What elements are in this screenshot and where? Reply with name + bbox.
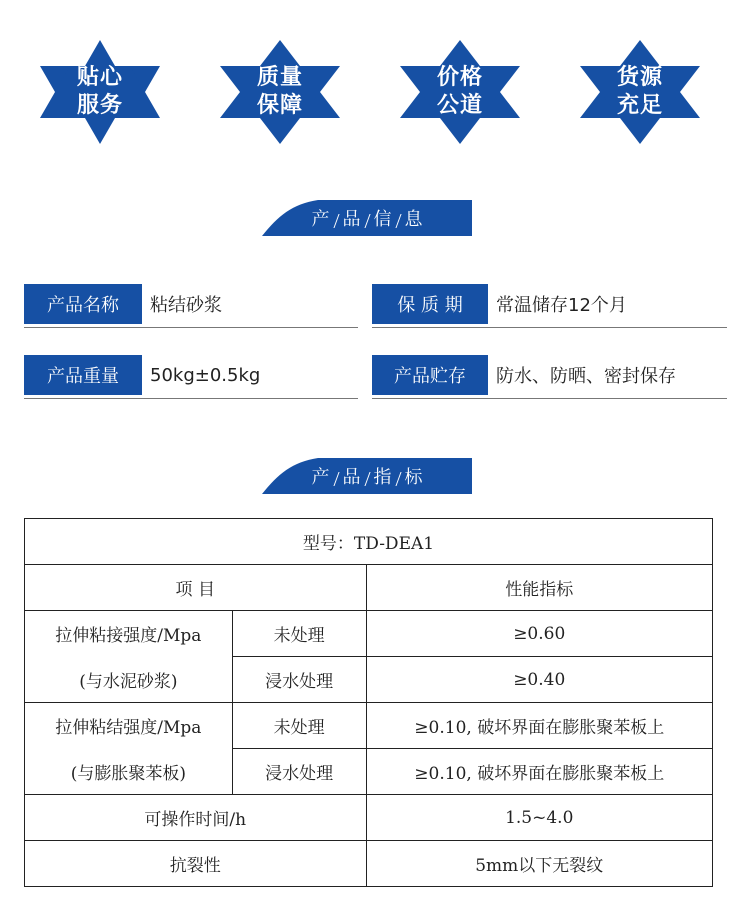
table-cell: (与膨胀聚苯板) bbox=[25, 749, 233, 795]
banner-char: 标 bbox=[404, 467, 423, 488]
banner-slash bbox=[333, 214, 339, 228]
section-title-product-spec bbox=[258, 454, 476, 498]
banner-char: 产 bbox=[311, 209, 330, 230]
table-row bbox=[25, 749, 713, 795]
badge-line2: 充足 bbox=[616, 93, 663, 118]
header-item: 项 目 bbox=[25, 565, 367, 611]
badge-quality bbox=[220, 40, 340, 144]
banner-char: 品 bbox=[342, 467, 361, 488]
spec-table bbox=[24, 518, 713, 887]
table-cell: ≥0.40 bbox=[366, 657, 713, 703]
header-index: 性能指标 bbox=[366, 565, 713, 611]
table-cell: 5mm以下无裂纹 bbox=[366, 841, 713, 887]
table-row bbox=[25, 841, 713, 887]
badge-service bbox=[40, 40, 160, 144]
info-value: 粘结砂浆 bbox=[150, 295, 222, 316]
banner-slash bbox=[364, 214, 370, 228]
banner-slash bbox=[395, 214, 401, 228]
info-product-name bbox=[24, 284, 358, 328]
table-cell: 1.5~4.0 bbox=[366, 795, 713, 841]
table-cell: 未处理 bbox=[232, 703, 366, 749]
banner-char: 息 bbox=[404, 209, 423, 230]
table-cell: 抗裂性 bbox=[25, 841, 367, 887]
banner-char: 产 bbox=[311, 467, 330, 488]
divider bbox=[24, 398, 358, 399]
badge-line2: 保障 bbox=[256, 93, 303, 118]
table-row bbox=[25, 611, 713, 657]
section-title-product-info bbox=[258, 196, 476, 240]
table-cell: ≥0.60 bbox=[366, 611, 713, 657]
badge-line1: 质量 bbox=[256, 65, 303, 90]
info-storage bbox=[372, 355, 727, 399]
info-label: 保 质 期 bbox=[372, 284, 488, 324]
banner-slash bbox=[333, 472, 339, 486]
badge-line1: 货源 bbox=[616, 65, 663, 90]
table-row bbox=[25, 519, 713, 565]
table-cell: ≥0.10, 破坏界面在膨胀聚苯板上 bbox=[366, 703, 713, 749]
table-cell: 浸水处理 bbox=[232, 657, 366, 703]
info-value: 常温储存12个月 bbox=[496, 295, 627, 316]
banner-slash bbox=[395, 472, 401, 486]
badge-line1: 贴心 bbox=[76, 65, 123, 90]
divider bbox=[24, 327, 358, 328]
badge-price bbox=[400, 40, 520, 144]
badge-line1: 价格 bbox=[436, 65, 483, 90]
table-row bbox=[25, 795, 713, 841]
banner-char: 指 bbox=[373, 467, 392, 488]
info-value: 防水、防晒、密封保存 bbox=[496, 366, 676, 387]
divider bbox=[372, 327, 727, 328]
banner-char: 品 bbox=[342, 209, 361, 230]
info-label: 产品重量 bbox=[24, 355, 142, 395]
info-value: 50kg±0.5kg bbox=[150, 364, 261, 386]
table-row bbox=[25, 703, 713, 749]
table-cell: 未处理 bbox=[232, 611, 366, 657]
info-label: 产品名称 bbox=[24, 284, 142, 324]
banner-slash bbox=[364, 472, 370, 486]
divider bbox=[372, 398, 727, 399]
table-row bbox=[25, 657, 713, 703]
table-cell: 拉伸粘结强度/Mpa bbox=[25, 703, 233, 749]
badge-supply bbox=[580, 40, 700, 144]
table-row bbox=[25, 565, 713, 611]
banner-char: 信 bbox=[373, 209, 392, 230]
table-cell: 拉伸粘接强度/Mpa bbox=[25, 611, 233, 657]
table-cell: (与水泥砂浆) bbox=[25, 657, 233, 703]
model-cell: 型号：TD-DEA1 bbox=[25, 519, 713, 565]
info-weight bbox=[24, 355, 358, 399]
table-cell: ≥0.10, 破坏界面在膨胀聚苯板上 bbox=[366, 749, 713, 795]
badge-line2: 服务 bbox=[76, 93, 123, 118]
badge-line2: 公道 bbox=[436, 93, 483, 118]
table-cell: 浸水处理 bbox=[232, 749, 366, 795]
table-cell: 可操作时间/h bbox=[25, 795, 367, 841]
info-shelf-life bbox=[372, 284, 727, 328]
info-label: 产品贮存 bbox=[372, 355, 488, 395]
